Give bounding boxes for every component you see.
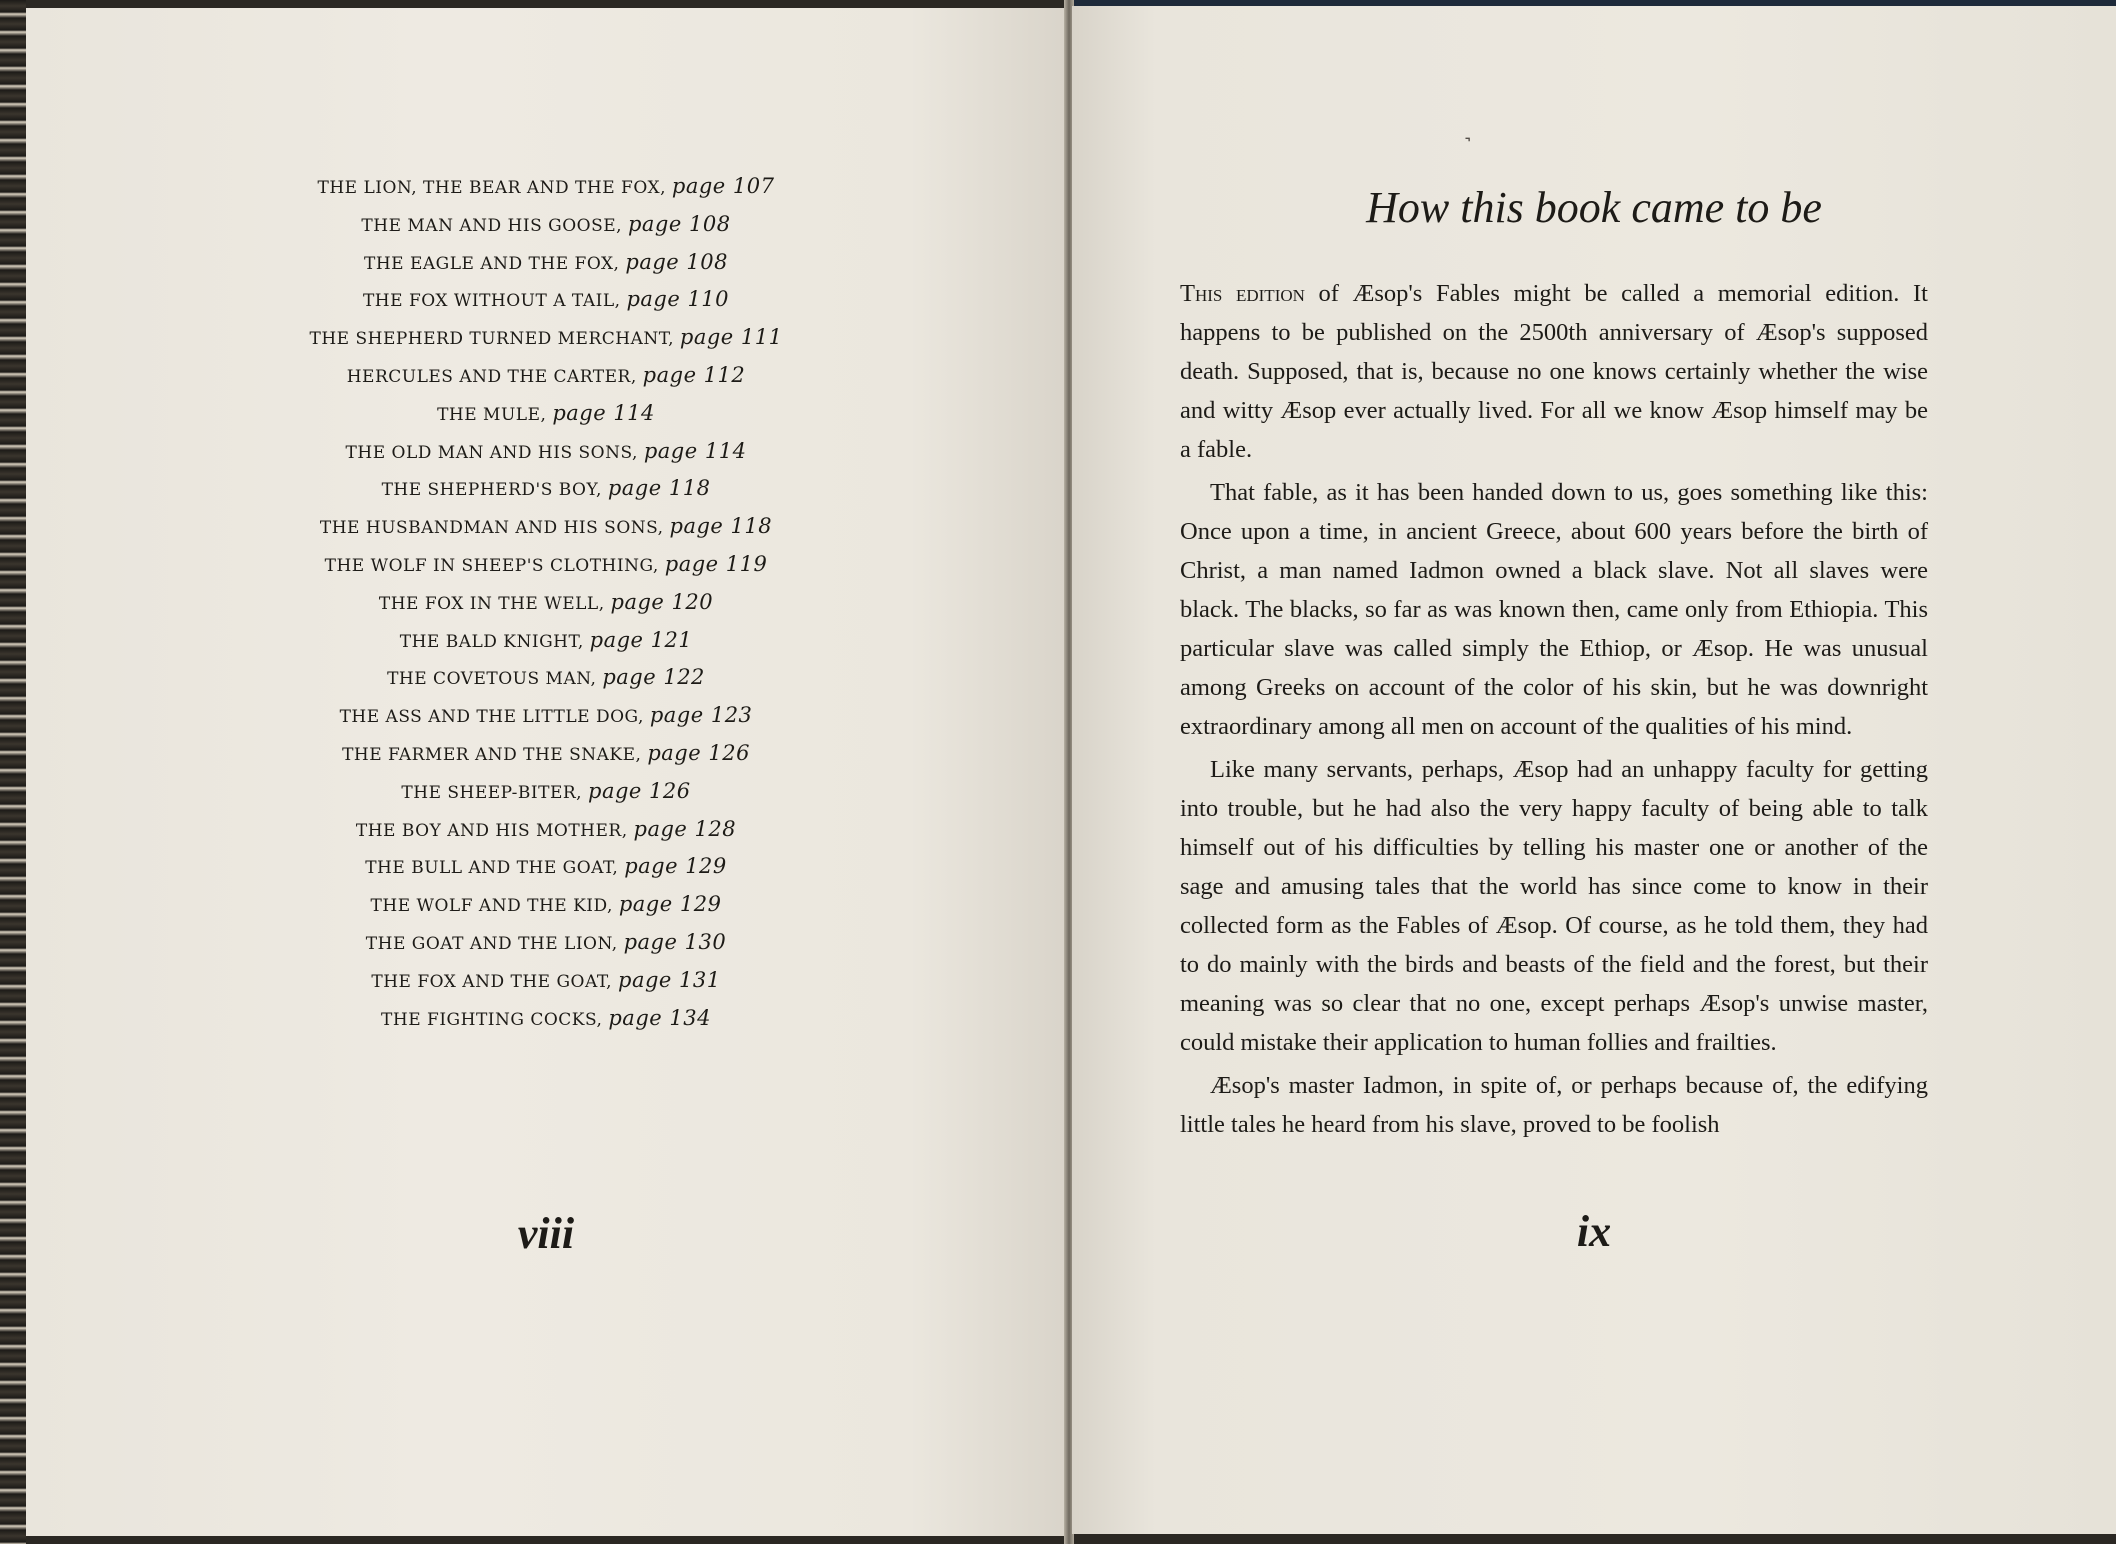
toc-entry-title: THE COVETOUS MAN, [387, 669, 597, 690]
toc-entry-page: page 121 [589, 627, 693, 652]
toc-entry-page: page 126 [588, 778, 691, 803]
toc-entry-page: page 108 [625, 249, 728, 274]
toc-entry-page: page 120 [610, 589, 714, 614]
toc-entry-page: page 129 [624, 854, 727, 879]
toc-entry-title: THE BOY AND HIS MOTHER, [355, 820, 628, 841]
toc-entry [26, 962, 1066, 1000]
toc-entry-page: page 128 [633, 816, 737, 841]
toc-entry [26, 1000, 1066, 1038]
toc-entry-title: THE BALD KNIGHT, [399, 631, 584, 652]
toc-entry [26, 886, 1066, 924]
body-text [1180, 274, 1928, 1148]
paragraph [1180, 1066, 1928, 1144]
toc-entry-title: THE HUSBANDMAN AND HIS SONS, [319, 518, 664, 539]
toc-entry [26, 395, 1066, 433]
toc-entry-page: page 107 [671, 174, 775, 198]
toc-entry [26, 206, 1066, 244]
toc-entry [26, 319, 1066, 357]
toc-entry-title: HERCULES AND THE CARTER, [346, 366, 637, 387]
paragraph [1180, 750, 1928, 1062]
toc-entry [26, 281, 1066, 319]
paragraph-lead: This edition [1180, 280, 1305, 307]
toc-entry-title: THE FIGHTING COCKS, [381, 1009, 603, 1030]
toc-entry-page: page 108 [627, 211, 731, 236]
toc-entry [26, 546, 1066, 584]
table-of-contents [26, 168, 1066, 1037]
left-page [26, 8, 1066, 1536]
toc-entry-title: THE MULE, [437, 404, 547, 425]
ink-mark: ˺ [1464, 135, 1472, 160]
toc-entry-title: THE SHEPHERD TURNED MERCHANT, [309, 329, 674, 350]
toc-entry-page: page 114 [552, 400, 655, 425]
toc-entry-page: page 130 [623, 929, 727, 954]
toc-entry-title: THE FOX WITHOUT A TAIL, [362, 291, 621, 312]
toc-entry-title: THE EAGLE AND THE FOX, [364, 253, 620, 274]
toc-entry-title: THE LION, THE BEAR AND THE FOX, [317, 178, 666, 198]
toc-entry-title: THE FOX IN THE WELL, [378, 593, 605, 614]
toc-entry [26, 924, 1066, 962]
toc-entry [26, 773, 1066, 811]
toc-entry [26, 735, 1066, 773]
toc-entry-title: THE WOLF AND THE KID, [370, 896, 613, 917]
paragraph-text: of Æsop's Fables might be called a memorial edition. It happens to be published on the 2500th anniversary of Æsop's supposed death. Supposed, that is, because no one knows certainly whether the wise and witty Æsop ever actually lived. For all we know Æsop himself may be a fable. [1180, 280, 1928, 463]
toc-entry-page: page 112 [642, 362, 746, 387]
toc-entry-page: page 118 [607, 476, 711, 501]
toc-entry [26, 848, 1066, 886]
toc-entry-title: THE GOAT AND THE LION, [365, 933, 618, 954]
toc-entry [26, 508, 1066, 546]
toc-entry-page: page 129 [618, 892, 722, 917]
toc-entry [26, 168, 1066, 206]
toc-entry [26, 622, 1066, 660]
paragraph [1180, 473, 1928, 746]
paragraph [1180, 274, 1928, 469]
toc-entry-page: page 111 [679, 325, 783, 350]
toc-entry-page: page 123 [649, 703, 753, 728]
toc-entry [26, 659, 1066, 697]
toc-entry-page: page 126 [647, 740, 750, 765]
toc-entry [26, 433, 1066, 471]
toc-entry-page: page 110 [626, 287, 730, 312]
toc-entry-title: THE ASS AND THE LITTLE DOG, [339, 707, 644, 728]
page-number-right: ix [1576, 1207, 1612, 1256]
toc-entry [26, 811, 1066, 849]
toc-entry-page: page 119 [664, 551, 768, 576]
right-page [1072, 6, 2116, 1534]
page-number-left: viii [517, 1209, 575, 1258]
toc-entry-title: THE SHEPHERD'S BOY, [381, 480, 602, 501]
toc-entry-page: page 131 [618, 967, 721, 992]
toc-entry-page: page 134 [608, 1005, 711, 1030]
toc-entry [26, 470, 1066, 508]
paragraph-text: Like many servants, perhaps, Æsop had an unhappy faculty for getting into trouble, but he had also the very happy faculty of being able to talk himself out of his difficulties by telling his master one or another of the sage and amusing tales that the world has since come to know in their collected form as the Fables of Æsop. Of course, as he told them, they had to do mainly with the birds and beasts of the field and the forest, but their meaning was so clear that no one, except perhaps Æsop's unwise master, could mistake their application to human follies and frailties. [1180, 756, 1928, 1056]
paragraph-text: That fable, as it has been handed down to us, goes something like this: Once upon a time, in ancient Greece, about 600 years before the birth of Christ, a man named Iadmon owned a black slave. Not all slaves were black. The blacks, so far as was known then, came only from Ethiopia. This particular slave was called simply the Ethiop, or Æsop. He was unusual among Greeks on account of the color of his skin, but he was downright extraordinary among all men on account of the qualities of his mind. [1180, 479, 1928, 740]
paragraph-text: Æsop's master Iadmon, in spite of, or perhaps because of, the edifying little tales he heard from his slave, proved to be foolish [1180, 1072, 1928, 1138]
cover-edge [0, 0, 26, 1544]
toc-entry [26, 357, 1066, 395]
toc-entry-page: page 118 [669, 514, 773, 539]
toc-entry-title: THE BULL AND THE GOAT, [365, 858, 619, 879]
toc-entry-title: THE WOLF IN SHEEP'S CLOTHING, [324, 555, 659, 576]
toc-entry-title: THE MAN AND HIS GOOSE, [361, 215, 623, 236]
toc-entry [26, 697, 1066, 735]
toc-entry-title: THE OLD MAN AND HIS SONS, [345, 442, 638, 463]
toc-entry-title: THE FARMER AND THE SNAKE, [342, 744, 642, 765]
chapter-title: How this book came to be [1366, 183, 1822, 232]
toc-entry-page: page 114 [643, 438, 747, 463]
toc-entry-title: THE SHEEP-BITER, [401, 782, 583, 803]
toc-entry [26, 244, 1066, 282]
toc-entry [26, 584, 1066, 622]
toc-entry-page: page 122 [602, 665, 705, 690]
toc-entry-title: THE FOX AND THE GOAT, [371, 971, 613, 992]
